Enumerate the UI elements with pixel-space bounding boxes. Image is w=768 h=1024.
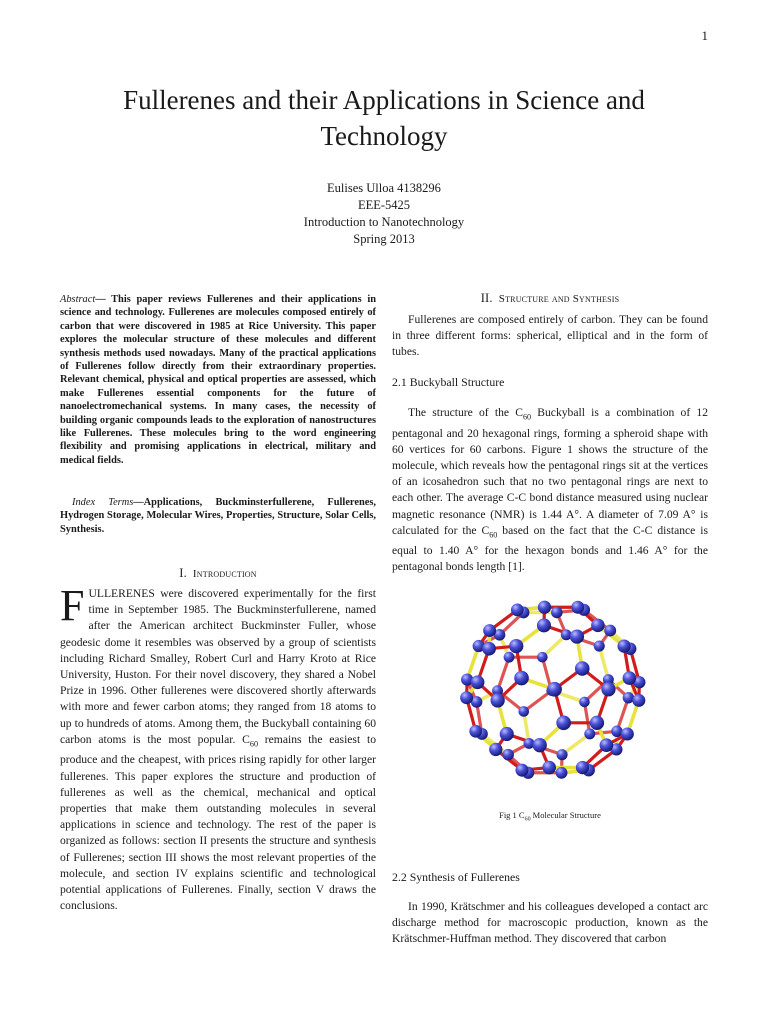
intro-c60-subscript: 60 (249, 739, 258, 749)
carbon-atom (515, 764, 528, 777)
section-title: Introduction (192, 568, 257, 580)
index-terms-dash: — (133, 497, 144, 508)
abstract-text: This paper reviews Fullerenes and their applications in science and technology. Fullerenes are molecules composed entirely of carbon that were discovered in 1985 at Rice University. This paper explores the molecular structure of these molecules and different synthesis methods used nowadays. Many of the practical applications of Fullerenes follow directly from their extraordinary properties. Relevant chemical, physical and optical properties are assessed, which make Fullerenes essential components for the future of nanoelectromechanical systems. In many cases, the necessity of building organic compounds leads to the exploration of nanostructures like Fullerenes. These molecules bring to the word engineering flexibility and promising applications in electrical, military and medical fields. (60, 294, 376, 466)
carbon-atom (504, 652, 515, 663)
buckyball-text-1: The structure of the C (408, 406, 523, 419)
author-block (60, 180, 708, 248)
carbon-atom (632, 694, 645, 707)
buckyball-text-3: based on the fact that the C-C distance is equal to 1.40 A° for the hexagon bonds and 1.46 A° for the pentagonal bonds length [1]. (392, 523, 708, 574)
carbon-atom (514, 671, 529, 686)
carbon-atom (594, 640, 605, 651)
carbon-atom (604, 625, 616, 637)
carbon-atom (547, 682, 562, 697)
index-terms-label: Index Terms (72, 497, 134, 508)
carbon-atom (489, 743, 502, 756)
section-heading-structure (392, 291, 708, 306)
carbon-atom (579, 697, 590, 708)
intro-text-1: were discovered experimentally for the first time in September 1985. The Buckminsterfullerene, named after the American architect Buckminster Fuller, whose geodesic dome it resembles was observed by a group of scientists including Richard Smalley, Robert Curl and Harry Kroto at Rice University, Huston. For their novel discovery, they shared a Nobel Prize in 1996. Other fullerenes were discovered shortly afterwards with more and fewer carbon atoms; they ranged from 18 atoms to up to hundreds of atoms. Among them, the Buckyball containing 60 carbon atoms is the most popular. C (60, 587, 376, 746)
page-number: 1 (701, 28, 708, 43)
figure-caption-prefix: Fig 1 C (499, 810, 525, 820)
author-name: Eulises Ulloa 4138296 (327, 181, 441, 195)
paper-title: Fullerenes and their Applications in Science and Technology (123, 85, 645, 151)
intro-lead: ULLERENES (88, 587, 155, 600)
carbon-atom (469, 725, 482, 738)
subsection-heading-buckyball: 2.1 Buckyball Structure (392, 375, 505, 389)
c60-subscript: 60 (522, 412, 532, 422)
carbon-atom (502, 749, 514, 761)
carbon-atom (538, 601, 551, 614)
c60-molecule-figure (453, 590, 653, 790)
carbon-atom (542, 761, 556, 775)
carbon-atom (590, 716, 604, 730)
carbon-atom (584, 728, 595, 739)
drop-cap: F (60, 581, 85, 630)
abstract-dash: — (95, 294, 112, 305)
index-terms-text: Applications, Buckminsterfullerene, Fullerenes, Hydrogen Storage, Molecular Wires, Properties, Structure, Solar Cells, Synthesis. (60, 497, 376, 535)
carbon-atom (537, 652, 548, 663)
synthesis-text: In 1990, Krätschmer and his colleagues developed a contact arc discharge method for macroscopic production, known as the Krätschmer-Huffman method. They discovered that carbon (392, 900, 708, 946)
course-code: EEE-5425 (357, 198, 411, 212)
carbon-atom (591, 619, 605, 633)
carbon-atom (570, 629, 584, 643)
carbon-atom (575, 661, 590, 676)
abstract (60, 293, 376, 467)
carbon-atom (518, 706, 529, 717)
term: Spring 2013 (353, 232, 415, 246)
course-name: Introduction to Nanotechnology (303, 215, 465, 229)
carbon-atom (537, 618, 551, 632)
carbon-atom (600, 738, 614, 752)
carbon-atom (556, 767, 568, 779)
figure-caption-suffix: Molecular Structure (530, 810, 601, 820)
carbon-atom (509, 639, 523, 653)
carbon-atom (482, 642, 496, 656)
carbon-atom (576, 761, 589, 774)
buckyball-text-2: Buckyball is a combination of 12 pentagonal and 20 hexagonal rings, forming a spheroid shape with 60 vertices for 60 carbons. Figure 1 shows the structure of the molecule, which reveals how the pentagonal rings sit at the vertices of an icosahedron such that no two pentagonal rings are next to each other. The average C-C bond distance measured using nuclear magnetic resonance (NMR) is 1.44 A°. A diameter of 7.09 A° is calculated for the C (392, 406, 709, 537)
carbon-atom (611, 726, 622, 737)
structure-intro: Fullerenes are composed entirely of carbon. They can be found in three different forms: spherical, elliptical and in the form of tubes. (392, 313, 708, 359)
c60-subscript: 60 (489, 530, 498, 540)
section-number: I. (179, 566, 187, 580)
carbon-atom (533, 738, 547, 752)
carbon-atom (617, 639, 630, 652)
carbon-atom (556, 749, 567, 760)
index-terms (60, 496, 376, 536)
figure-caption-subscript: 60 (524, 816, 531, 823)
intro-text-2: remains the easiest to produce and the cheapest, with prices rising rapidly for other larger fullerenes. This paper explores the structure and production of fullerenes as well as the chemical, mechanical and optical properties that make them outstanding molecules in several applications in science and technology. The rest of the paper is organized as follows: section II presents the structure and synthesis of Fullerenes; section III shows the most relevant properties of the molecule, and section IV explains scientific and technological potential applications of Fullerenes. Finally, section V draws the conclusions. (60, 732, 376, 913)
abstract-label: Abstract (60, 294, 96, 305)
carbon-atom (623, 671, 637, 685)
carbon-atom (500, 727, 514, 741)
carbon-atom (601, 682, 615, 696)
carbon-atom (471, 675, 485, 689)
carbon-atom (621, 727, 634, 740)
section-title: Structure and Synthesis (498, 293, 620, 305)
carbon-atom (511, 603, 524, 616)
carbon-atom (551, 607, 563, 619)
section-heading-introduction (60, 566, 376, 581)
subsection-heading-synthesis: 2.2 Synthesis of Fullerenes (392, 870, 520, 884)
section-number: II. (480, 291, 493, 305)
figure-caption (392, 810, 708, 823)
carbon-atom (490, 693, 504, 707)
carbon-atom (571, 601, 584, 614)
carbon-atom (483, 624, 496, 637)
carbon-atom (623, 692, 634, 703)
carbon-atom (460, 691, 473, 704)
buckyball-structure-text (392, 405, 708, 576)
carbon-atom (556, 716, 571, 731)
introduction-body (60, 581, 376, 914)
